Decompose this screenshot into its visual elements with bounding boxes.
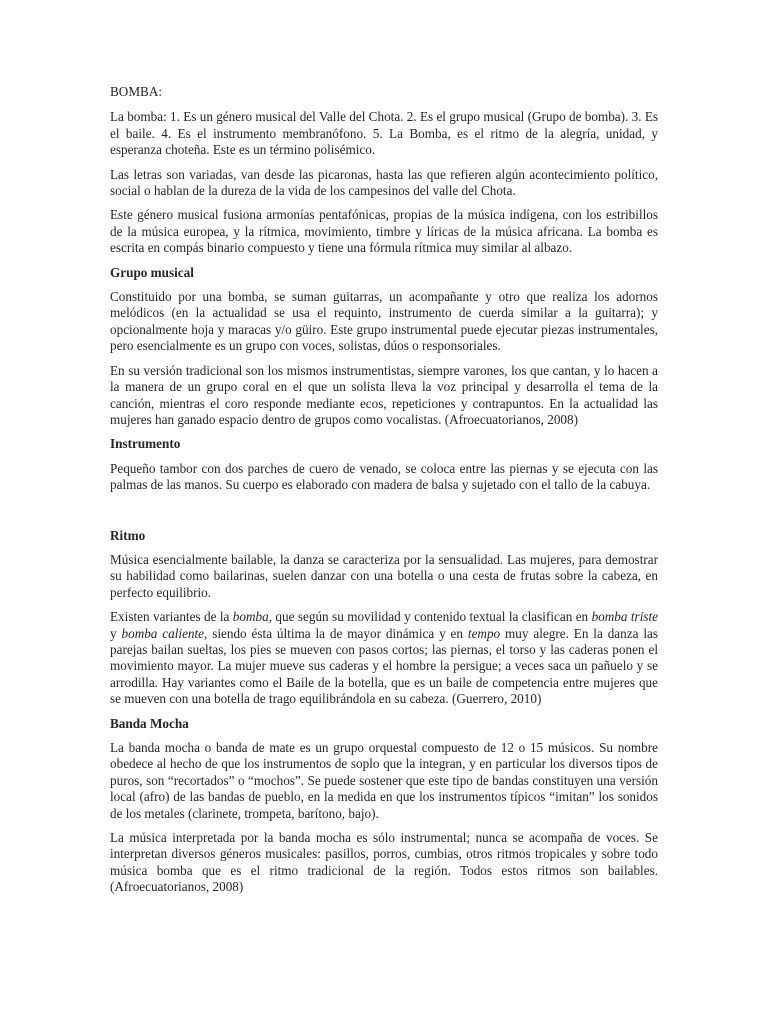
ritmo-text: , siendo ésta última la de mayor dinámica y en	[204, 625, 468, 641]
document-body	[110, 84, 658, 904]
intro-paragraph: Este género musical fusiona armonías pentafónicas, propias de la música indígena, con los estribillos de la música europea, y la rítmica, movimiento, timbre y líricas de la música africana. La bomba es escrita en compás binario compuesto y tiene una fórmula rítmica muy similar al albazo.	[110, 207, 658, 256]
section-heading-grupo-musical: Grupo musical	[110, 264, 194, 280]
ritmo-text: , que según su movilidad y contenido textual la clasifican en	[268, 609, 592, 625]
section-heading-instrumento: Instrumento	[110, 436, 181, 452]
document-title: BOMBA:	[110, 84, 163, 99]
ritmo-text: y	[110, 625, 122, 641]
intro-paragraph: Las letras son variadas, van desde las picaronas, hasta las que refieren algún acontecimiento político, social o hablan de la dureza de la vida de los campesinos del valle del Chota.	[110, 166, 658, 199]
banda-paragraph: La banda mocha o banda de mate es un grupo orquestal compuesto de 12 o 15 músicos. Su nombre obedece al hecho de que los instrumentos de soplo que la integran, y en particular los diversos tipos de puros, son “recortados” o “mochos”. Se puede sostener que este tipo de bandas constituyen una versión local (afro) de las bandas de pueblo, en la medida en que los instrumentos típicos “imitan” los sonidos de los metales (clarinete, trompeta, barítono, bajo).	[110, 740, 658, 821]
grupo-paragraph: En su versión tradicional son los mismos instrumentistas, siempre varones, los que cantan, y lo hacen a la manera de un grupo coral en el que un solista lleva la voz principal y desarrolla el tema de la canción, mientras el coro responde mediante ecos, repeticiones y contrapuntos. En la actualidad las mujeres han ganado espacio dentro de grupos como vocalistas. (Afroecuatorianos, 2008)	[110, 362, 658, 427]
ritmo-italic-term: bomba	[232, 609, 269, 625]
ritmo-paragraph-variants	[110, 609, 658, 707]
instrumento-paragraph: Pequeño tambor con dos parches de cuero de venado, se coloca entre las piernas y se ejecuta con las palmas de las manos. Su cuerpo es elaborado con madera de balsa y sujetado con el tallo de la cabuya.	[110, 460, 658, 493]
ritmo-text: Existen variantes de la	[110, 609, 233, 625]
ritmo-italic-term: bomba caliente	[121, 625, 205, 641]
section-heading-banda-mocha: Banda Mocha	[110, 715, 189, 731]
ritmo-text: muy alegre. En la danza las parejas bailan sueltas, los pies se mueven con pasos cortos; las piernas, el torso y las caderas ponen el movimiento mayor. La mujer mueve sus caderas y el hombre la persigue; a veces saca un pañuelo y se arrodilla. Hay variantes como el Baile de la botella, que es un baile de competencia entre mujeres que se mueven con una botella de trago equilibrándola en su cabeza. (Guerrero, 2010)	[110, 625, 659, 707]
section-heading-ritmo: Ritmo	[110, 527, 146, 543]
banda-paragraph: La música interpretada por la banda mocha es sólo instrumental; nunca se acompaña de voces. Se interpretan diversos géneros musicales: pasillos, porros, cumbias, otros ritmos tropicales y sobre todo música bomba que es el ritmo tradicional de la región. Todos estos ritmos son bailables. (Afroecuatorianos, 2008)	[110, 830, 658, 895]
section-spacer	[110, 502, 658, 528]
ritmo-italic-term: tempo	[467, 625, 501, 641]
ritmo-paragraph: Música esencialmente bailable, la danza se caracteriza por la sensualidad. Las mujeres, para demostrar su habilidad como bailarinas, suelen danzar con una botella o una cesta de frutas sobre la cabeza, en perfecto equilibrio.	[110, 551, 658, 600]
ritmo-italic-term: bomba triste	[591, 609, 659, 625]
grupo-paragraph: Constituido por una bomba, se suman guitarras, un acompañante y otro que realiza los adornos melódicos (en la actualidad se usa el requinto, instrumento de cuerda similar a la guitarra); y opcionalmente hoja y maracas y/o güiro. Este grupo instrumental puede ejecutar piezas instrumentales, pero esencialmente es un grupo con voces, solistas, dúos o responsoriales.	[110, 289, 658, 354]
intro-paragraph: La bomba: 1. Es un género musical del Valle del Chota. 2. Es el grupo musical (Grupo de bomba). 3. Es el baile. 4. Es el instrumento membranófono. 5. La Bomba, es el ritmo de la alegría, unidad, y esperanza choteña. Este es un término polisémico.	[110, 109, 659, 158]
